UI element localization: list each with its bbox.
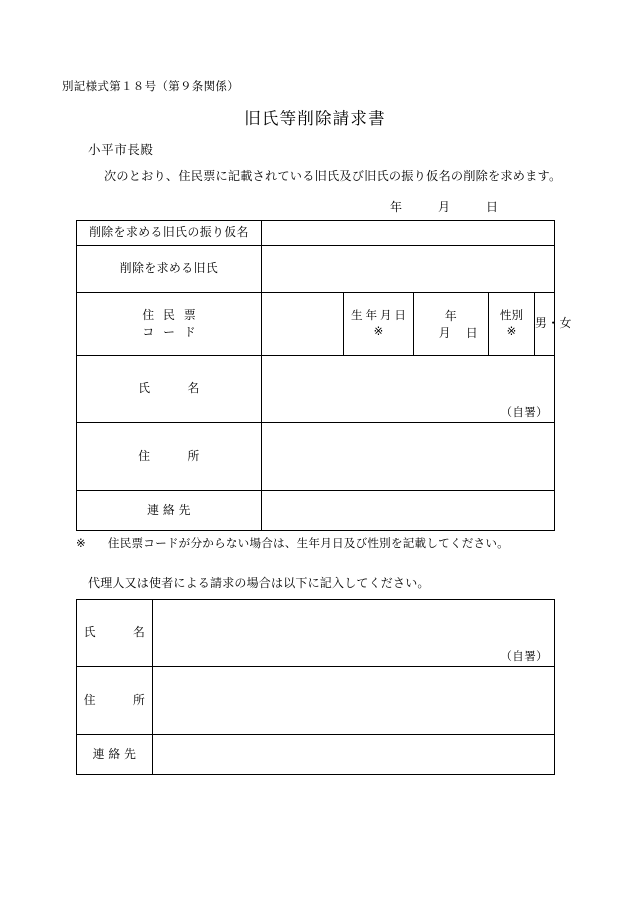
table-row <box>77 735 555 775</box>
date-line <box>390 198 499 215</box>
table-row <box>77 600 555 667</box>
form-number: 別記様式第１８号（第９条関係） <box>62 81 239 93</box>
sex-choice[interactable]: 男・女 <box>535 293 555 356</box>
input-furigana[interactable] <box>262 221 555 246</box>
label-agent-contact: 連 絡 先 <box>77 735 153 775</box>
name-signature-note: （自署） <box>500 407 549 419</box>
page-title: 旧氏等削除請求書 <box>244 109 386 128</box>
label-kyuushi: 削除を求める旧氏 <box>77 246 262 293</box>
label-furigana: 削除を求める旧氏の振り仮名 <box>77 221 262 246</box>
table-row <box>77 246 555 293</box>
table-row <box>77 293 555 356</box>
input-birthdate[interactable] <box>414 293 489 356</box>
input-name[interactable] <box>262 356 555 423</box>
label-agent-address: 住 所 <box>77 667 153 735</box>
date-month-label: 月 <box>438 200 451 214</box>
birth-month-label: 月 <box>438 326 451 340</box>
input-agent-contact[interactable] <box>153 735 555 775</box>
input-contact[interactable] <box>262 491 555 531</box>
birth-year-label: 年 <box>444 309 458 323</box>
footnote <box>76 535 509 551</box>
label-birthdate <box>344 293 414 356</box>
input-agent-name[interactable] <box>153 600 555 667</box>
input-kyuushi[interactable] <box>262 246 555 293</box>
label-sex-line1: 性別 <box>499 308 524 322</box>
agent-section-caption: 代理人又は使者による請求の場合は以下に記入してください。 <box>88 576 430 590</box>
input-agent-address[interactable] <box>153 667 555 735</box>
label-agent-name: 氏 名 <box>77 600 153 667</box>
table-row <box>77 491 555 531</box>
table-row <box>77 667 555 735</box>
main-form-table <box>76 220 572 531</box>
label-resident-code-line2: コ ー ド <box>142 325 199 339</box>
label-resident-code <box>77 293 262 356</box>
label-sex <box>489 293 535 356</box>
input-resident-code[interactable] <box>262 293 344 356</box>
footnote-mark: ※ <box>76 537 86 550</box>
table-row <box>77 423 555 491</box>
agent-form-table <box>76 599 555 775</box>
date-year-label: 年 <box>390 200 403 214</box>
label-birthdate-mark: ※ <box>373 325 384 338</box>
label-resident-code-line1: 住 民 票 <box>142 307 199 322</box>
table-row <box>77 356 555 423</box>
label-name: 氏 名 <box>77 356 262 423</box>
label-birthdate-line1: 生 年 月 日 <box>350 308 407 322</box>
label-sex-mark: ※ <box>506 325 517 338</box>
lead-text <box>88 167 561 184</box>
agent-signature-note: （自署） <box>500 651 548 663</box>
date-day-label: 日 <box>486 200 499 214</box>
table-row <box>77 221 555 246</box>
label-contact: 連 絡 先 <box>77 491 262 531</box>
lead-text-content: 次のとおり、住民票に記載されている旧氏及び旧氏の振り仮名の削除を求めます。 <box>104 169 562 183</box>
addressee: 小平市長殿 <box>88 143 154 157</box>
label-address: 住 所 <box>77 423 262 491</box>
footnote-text: 住民票コードが分からない場合は、生年月日及び性別を記載してください。 <box>107 537 509 550</box>
input-address[interactable] <box>262 423 555 491</box>
birth-day-label: 日 <box>465 326 479 340</box>
